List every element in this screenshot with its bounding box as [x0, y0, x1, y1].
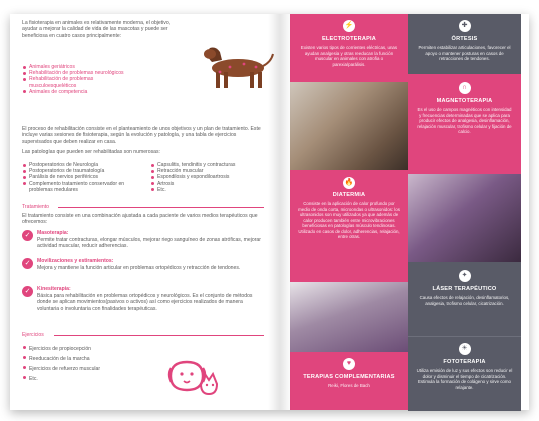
- card-title: ELECTROTERAPIA: [321, 36, 377, 42]
- pathology-item: Retracción muscular: [150, 168, 270, 174]
- card-text: Permiten estabilizar articulaciones, favorecer el apoyo o mantener posturas en casos de retracciones de tendones.: [418, 45, 511, 61]
- laser-card: [408, 262, 521, 336]
- flame-icon: 🔥: [343, 177, 355, 189]
- therapy-text: Mejora y mantiene la función articular en problemas ortopédicos y retracción de tendones.: [37, 265, 241, 271]
- case-item: Animales de competencia: [22, 89, 132, 95]
- brace-icon: ✚: [459, 20, 471, 32]
- card-text: Consiste en la aplicación de calor profundo por medio de onda corta, microondas o ultrasonidos: los ultrasonidos son muy utilizados ya que además de calor producen también entre microvibraciones beneficiosas en patologías músculo tendinosas. Utilizado en casos de dolor, adherencias, relajación, entre otras.: [298, 201, 400, 239]
- exercises-list: [22, 344, 162, 384]
- treatment-text: El tratamiento consiste en una combinación ajustada a cada paciente de varios medios terapéuticos que ofrecemos:: [22, 213, 258, 226]
- card-text: Es el uso de campos magnéticos con intensidad y frecuencias determinadas que se aplica para producir efectos de analgesia, desinflamación, relajación muscular, trofismo celular y fijación de calcio.: [417, 107, 512, 134]
- card-text: Reiki, Flores de Bach: [328, 383, 370, 388]
- pathology-item: Artrosis: [150, 181, 270, 187]
- check-icon: ✓: [22, 230, 33, 241]
- exercise-item: Reeducación de la marcha: [22, 354, 162, 364]
- rehab-text: El proceso de rehabilitación consiste en el planteamiento de unos objetivos y un plan de tratamiento. Este incluye varias sesiones de fisioterapia, según la evolución y patología, y una tabla de ejercicios supervisados que deben realizar en casa.: [22, 126, 261, 145]
- therapy-text: Permite tratar contracturas, elongar músculos, mejorar riego sanguíneo de zonas atróficas, mejorar actividad muscular, reducir adherencias.: [37, 237, 261, 250]
- heart-icon: ♥: [343, 358, 355, 370]
- card-text: Causa efectos de relajación, desinflamatorios, analgesia, trofismo celular, cicatrización.: [419, 295, 510, 306]
- magnet-icon: ∩: [459, 82, 471, 94]
- card-title: LÁSER TERAPÉUTICO: [432, 286, 497, 292]
- brochure: [10, 14, 529, 410]
- magnetoterapia-card: [408, 74, 521, 174]
- pathology-item: Postoperatorios de Neurología: [22, 162, 142, 168]
- card-text: Utiliza emisión de luz y sus efectos son reducir el dolor y disminuir el tiempo de cicatrización. Estimula la formación de colágeno y sirve como relajante.: [416, 368, 513, 390]
- exercise-item: Ejercicios de refuerzo muscular: [22, 364, 162, 374]
- therapy-title: Movilizaciones y estiramientos:: [37, 258, 114, 264]
- pink-column: [290, 14, 408, 410]
- case-item: Rehabilitación de problemas musculoesqueléticos: [22, 76, 132, 88]
- pathology-item: Complemento tratamiento conservador en problemas medulares: [22, 181, 142, 193]
- sun-icon: ☀: [459, 343, 471, 355]
- magnetoterapia-photo: [408, 174, 521, 262]
- pathologies-col2: [150, 162, 270, 193]
- card-title: TERAPIAS COMPLEMENTARIAS: [303, 374, 395, 380]
- right-page: [280, 14, 529, 410]
- treatment-heading: Tratamiento: [22, 204, 49, 210]
- exercises-heading: Ejercicios: [22, 332, 44, 338]
- dog-cat-icon: [165, 356, 225, 396]
- therapy-title: Kinesiterapia:: [37, 286, 71, 292]
- lightning-icon: ⚡: [343, 20, 355, 32]
- pathology-item: Postoperatorios de traumatología: [22, 168, 142, 174]
- ortesis-card: [408, 14, 521, 74]
- case-item: Rehabilitación de problemas neurológicos: [22, 70, 132, 76]
- check-icon: ✓: [22, 258, 33, 269]
- left-page: [10, 14, 280, 410]
- treatment-divider: [58, 207, 264, 208]
- fototerapia-card: [408, 336, 521, 411]
- card-text: Existen varios tipos de corrientes eléctricas, unas ayudan analgesia y otras reeducan la función muscular en animales con atrofia o parexia/parálisis.: [300, 45, 398, 67]
- pathology-item: Espondilosis y espondiloartrosis: [150, 174, 270, 180]
- electroterapia-card: [290, 14, 408, 82]
- cases-list: [22, 64, 132, 95]
- exercise-item: Etc.: [22, 374, 162, 384]
- dachshund-illustration: [200, 36, 276, 96]
- check-icon: ✓: [22, 286, 33, 297]
- electroterapia-photo: [290, 82, 408, 170]
- exercise-item: Ejercicios de propiocepción: [22, 344, 162, 354]
- pathologies-heading: Las patologías que pueden ser rehabilitadas son numerosas:: [22, 149, 160, 155]
- pathology-item: Etc.: [150, 187, 270, 193]
- laser-icon: ✦: [459, 270, 471, 282]
- card-title: DIATERMIA: [332, 192, 366, 198]
- diatermia-card: [290, 170, 408, 282]
- card-title: ÓRTESIS: [451, 36, 478, 42]
- card-title: FOTOTERAPIA: [443, 359, 486, 365]
- complementarias-card: [290, 352, 408, 410]
- intro-text: La fisioterapia en animales es relativamente moderna, el objetivo, ayudar a mejorar la calidad de vida de las mascotas y puede ser beneficiosa en cuatro casos principalmente:: [22, 20, 171, 39]
- therapy-text: Básica para rehabilitación en problemas ortopédicos y neurológicos. Es el conjunto de métodos donde se aplican movimientos(pasivos o activos) así como ejercicios realizados de manera voluntaria o involuntaria con finalidades terapéuticas.: [37, 293, 253, 312]
- grey-column: [408, 14, 521, 410]
- pathologies-col1: [22, 162, 142, 193]
- pathology-item: Parálisis de nervios periféricos: [22, 174, 142, 180]
- therapy-title: Masoterapia:: [37, 230, 69, 236]
- card-title: MAGNETOTERAPIA: [436, 98, 493, 104]
- pathology-item: Capsulitis, tendinitis y contracturas: [150, 162, 270, 168]
- exercises-divider: [54, 335, 264, 336]
- diatermia-photo: [290, 282, 408, 352]
- case-item: Animales geriátricos: [22, 64, 132, 70]
